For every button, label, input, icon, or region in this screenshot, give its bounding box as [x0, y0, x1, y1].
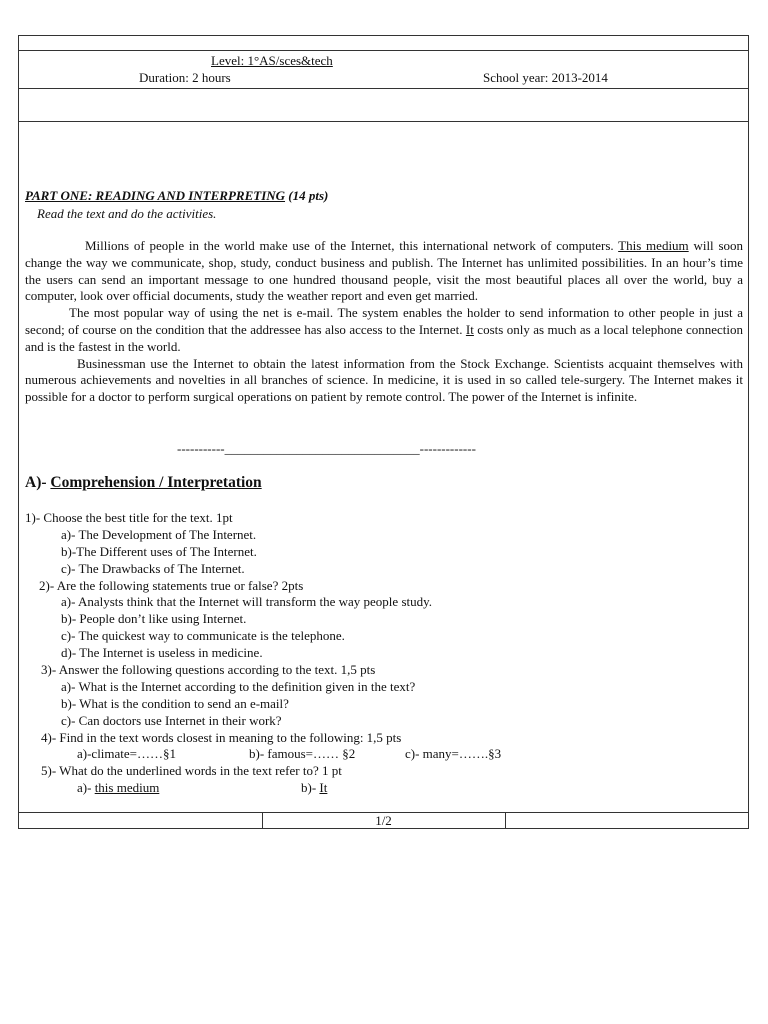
part-one-instruction: Read the text and do the activities. — [37, 206, 217, 221]
question-1-option-b: b)-The Different uses of The Internet. — [61, 544, 257, 559]
header-row-divider-1 — [19, 50, 748, 51]
question-2-statement-d: d)- The Internet is useless in medicine. — [61, 645, 263, 660]
section-a-heading: A)- Comprehension / Interpretation — [25, 474, 262, 491]
level-label: Level: 1°AS/sces&tech — [211, 53, 333, 68]
question-5-item-a: a)- this medium — [77, 780, 160, 795]
part-one-heading: PART ONE: READING AND INTERPRETING (14 pts) — [25, 188, 329, 203]
footer-cell-divider-2 — [505, 812, 506, 829]
question-1: 1)- Choose the best title for the text. 1pt — [25, 510, 233, 525]
question-3-item-b: b)- What is the condition to send an e-mail? — [61, 696, 289, 711]
question-3-item-a: a)- What is the Internet according to the definition given in the text? — [61, 679, 416, 694]
question-2-statement-a: a)- Analysts think that the Internet will transform the way people study. — [61, 594, 433, 609]
underlined-this-medium: This medium — [618, 238, 689, 253]
question-4-item-c: c)- many=…….§3 — [405, 746, 502, 761]
school-year-label: School year: 2013-2014 — [483, 70, 608, 85]
question-2: 2)- Are the following statements true or false? 2pts — [39, 578, 304, 593]
passage-paragraph-2: The most popular way of using the net is e-mail. The system enables the holder to send information to other people in just a second; of course on the condition that the addressee has also access to the Internet. It costs only as much as a local telephone connection and is the fastest in the world. — [25, 305, 743, 354]
underlined-it: It — [465, 321, 474, 337]
question-5: 5)- What do the underlined words in the text refer to? 1 pt — [41, 763, 342, 778]
exam-sheet — [18, 35, 749, 829]
passage-separator: -----------______________________________------------- — [177, 441, 476, 456]
question-3: 3)- Answer the following questions according to the text. 1,5 pts — [41, 662, 376, 677]
passage-paragraph-1: Millions of people in the world make use of the Internet, this international network of computers. This medium will soon change the way we communicate, shop, study, conduct business and publish. The Internet has unlimited possibilities. In an hour’s time the users can send an important message to one hundred thousand people, visit the most beautiful places all over the world, buy a computer, look over official documents, study the weather report and even get married. — [25, 238, 743, 304]
question-4-item-b: b)- famous=…… §2 — [249, 746, 356, 761]
question-5-item-b: b)- It — [301, 780, 328, 795]
question-3-item-c: c)- Can doctors use Internet in their work? — [61, 713, 282, 728]
page-number: 1/2 — [375, 813, 392, 828]
header-row-divider-2 — [19, 88, 748, 89]
question-2-statement-c: c)- The quickest way to communicate is the telephone. — [61, 628, 345, 643]
question-4-item-a: a)-climate=……§1 — [77, 746, 177, 761]
passage-paragraph-3: Businessman use the Internet to obtain the latest information from the Stock Exchange. Scientists acquaint themselves with numerous achievements and novelties in all branches of science. In medicine, it is used in so called tele-surgery. The Internet makes it possible for a doctor to perform surgical operations on patient by remote control. The power of the Internet is infinite. — [25, 355, 743, 405]
question-1-option-c: c)- The Drawbacks of The Internet. — [61, 561, 245, 576]
question-1-option-a: a)- The Development of The Internet. — [61, 527, 257, 542]
header-row-divider-3 — [19, 121, 748, 122]
question-2-statement-b: b)- People don’t like using Internet. — [61, 611, 247, 626]
duration-label: Duration: 2 hours — [139, 70, 231, 85]
question-4: 4)- Find in the text words closest in meaning to the following: 1,5 pts — [41, 730, 402, 745]
reading-passage — [25, 238, 743, 406]
